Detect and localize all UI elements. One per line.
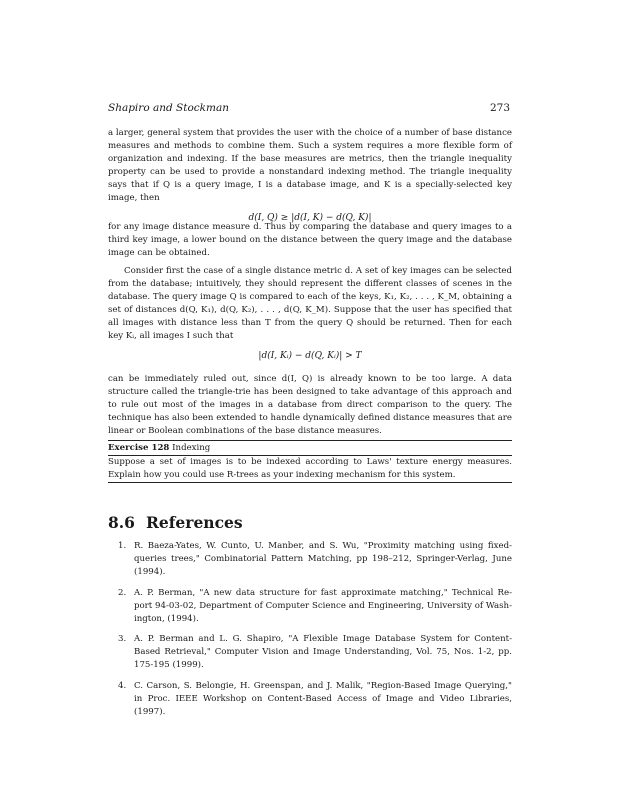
paragraph-2 xyxy=(108,221,512,260)
text-line: organization and indexing. If the base measures are metrics, then the triangle inequality xyxy=(108,154,512,164)
text-line: can be immediately ruled out, since d(I, Q) is already known to be too large. A data xyxy=(108,374,512,384)
text-line: (1994). xyxy=(134,567,166,577)
text-line: technique has also been extended to handle dynamically defined distance measures that are xyxy=(108,413,512,423)
section-number: 8.6 xyxy=(108,513,135,532)
equation-ruled-out: |d(I, Kᵢ) − d(Q, Kᵢ)| > T xyxy=(258,351,362,361)
text-line: key Kᵢ, all images I such that xyxy=(108,331,234,341)
reference-text xyxy=(134,587,512,626)
exercise-box xyxy=(108,440,512,483)
text-line: A. P. Berman and L. G. Shapiro, "A Flexible Image Database System for Content- xyxy=(134,634,512,644)
text-line: C. Carson, S. Belongie, H. Greenspan, and J. Malik, "Region-Based Image Querying," xyxy=(134,681,512,691)
exercise-body xyxy=(108,456,512,482)
text-line: from the database; intuitively, they should represent the different classes of scenes in the xyxy=(108,279,512,289)
paragraph-3 xyxy=(108,265,512,343)
text-line: port 94-03-02, Department of Computer Science and Engineering, University of Wash- xyxy=(134,601,512,611)
reference-text xyxy=(134,540,512,579)
text-line: set of distances d(Q, K₁), d(Q, K₂), . . . , d(Q, K_M). Suppose that the user has specified that xyxy=(108,305,512,315)
text-line: queries trees," Combinatorial Pattern Matching, pp 198–212, Springer-Verlag, June xyxy=(134,554,512,564)
reference-number: 4. xyxy=(118,681,127,691)
text-line: to rule out most of the images in a database from direct comparison to the query. The xyxy=(108,400,512,410)
text-line: says that if Q is a query image, I is a database image, and K is a specially-selected key xyxy=(108,180,512,190)
reference-text xyxy=(134,633,512,672)
text-line: all images with distance less than T from the query Q should be returned. Then for each xyxy=(108,318,512,328)
text-line: (1997). xyxy=(134,707,166,717)
section-title: References xyxy=(146,513,243,532)
text-line: a larger, general system that provides the user with the choice of a number of base distance xyxy=(108,128,512,138)
text-line: Based Retrieval," Computer Vision and Image Understanding, Vol. 75, Nos. 1-2, pp. xyxy=(134,647,512,657)
text-line: A. P. Berman, "A new data structure for fast approximate matching," Technical Re- xyxy=(134,588,512,598)
text-line: property can be used to provide a nonstandard indexing method. The triangle inequality xyxy=(108,167,512,177)
text-line: linear or Boolean combinations of the base distance measures. xyxy=(108,426,382,436)
text-line: image can be obtained. xyxy=(108,248,210,258)
section-heading xyxy=(108,513,243,532)
reference-number: 1. xyxy=(118,541,127,551)
paragraph-1 xyxy=(108,127,512,205)
exercise-title: Indexing xyxy=(172,443,211,453)
text-line: image, then xyxy=(108,193,160,203)
text-line: Explain how you could use R-trees as your indexing mechanism for this system. xyxy=(108,470,456,480)
exercise-heading xyxy=(108,441,512,455)
exercise-bottom-rule xyxy=(108,482,512,483)
text-line: third key image, a lower bound on the distance between the query image and the database xyxy=(108,235,512,245)
text-line: structure called the triangle-trie has been designed to take advantage of this approach and xyxy=(108,387,512,397)
exercise-label: Exercise 128 xyxy=(108,443,170,453)
page-number: 273 xyxy=(489,102,510,114)
text-line: 175-195 (1999). xyxy=(134,660,204,670)
text-line: R. Baeza-Yates, W. Cunto, U. Manber, and S. Wu, "Proximity matching using fixed- xyxy=(134,541,512,551)
text-line: database. The query image Q is compared to each of the keys, K₁, K₂, . . . , K_M, obtaining a xyxy=(108,292,512,302)
running-header xyxy=(108,102,510,114)
reference-text xyxy=(134,680,512,719)
reference-number: 2. xyxy=(118,588,127,598)
text-line: in Proc. IEEE Workshop on Content-Based Access of Image and Video Libraries, xyxy=(134,694,512,704)
reference-number: 3. xyxy=(118,634,127,644)
text-line: Consider first the case of a single distance metric d. A set of key images can be selected xyxy=(124,266,512,276)
header-authors: Shapiro and Stockman xyxy=(108,102,230,114)
paragraph-4 xyxy=(108,373,512,438)
equation-triangle-inequality: d(I, Q) ≥ |d(I, K) − d(Q, K)| xyxy=(248,213,372,223)
text-line: ington, (1994). xyxy=(134,614,199,624)
text-line: measures and methods to combine them. Such a system requires a more flexible form of xyxy=(108,141,512,151)
text-line: for any image distance measure d. Thus by comparing the database and query images to a xyxy=(108,222,512,232)
text-line: Suppose a set of images is to be indexed according to Laws' texture energy measures. xyxy=(108,457,512,467)
